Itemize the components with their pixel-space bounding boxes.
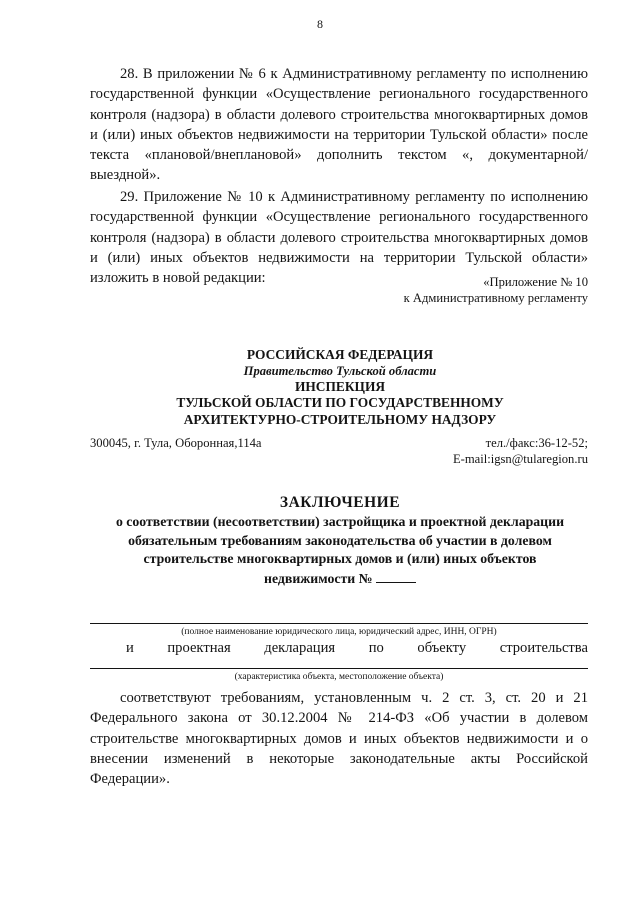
- object-line: [90, 668, 588, 669]
- address: 300045, г. Тула, Оборонная,114а: [90, 436, 262, 450]
- project-declaration-row: [90, 640, 588, 657]
- inspection-name-line-2: АРХИТЕКТУРНО-СТРОИТЕЛЬНОМУ НАДЗОРУ: [183, 411, 497, 427]
- conclusion-subtitle: [80, 513, 600, 588]
- appendix-line-2: к Административному регламенту: [403, 291, 588, 305]
- org-name-line: [90, 623, 588, 624]
- email: E-mail:igsn@tularegion.ru: [452, 452, 588, 466]
- subtitle-line-4: [80, 569, 600, 589]
- word-object: объекту: [417, 640, 467, 656]
- word-by: по: [368, 640, 384, 656]
- paragraph-28: 28. В приложении № 6 к Административному регламенту по исполнению государственной функции «Осуществление регионального государственного контроля (надзора) в области долевого строительства многоквартирных домов и (или) иных объектов недвижимости на территории Тульской области» после текста «плановой/внеплановой» дополнить текстом «, документарной/выездной».: [90, 66, 588, 184]
- subtitle-line-4-text: недвижимости №: [264, 570, 373, 586]
- appendix-line-1: «Приложение № 10: [483, 275, 588, 289]
- word-and: и: [126, 640, 134, 656]
- conclusion-title: ЗАКЛЮЧЕНИЕ: [279, 494, 401, 511]
- subtitle-line-1: о соответствии (несоответствии) застройщика и проектной декларации: [115, 514, 565, 529]
- inspection-name-line-1: ТУЛЬСКОЙ ОБЛАСТИ ПО ГОСУДАРСТВЕННОМУ: [176, 395, 504, 410]
- phone-fax: тел./факс:36-12-52;: [485, 436, 588, 450]
- paragraph-29: 29. Приложение № 10 к Административному регламенту по исполнению государственной функции «Осуществление регионального государственного контроля (надзора) в области долевого строительства многоквартирных домов и (или) иных объектов недвижимости на территории Тульской области» изложить в новой редакции:: [90, 189, 588, 287]
- org-name-caption: (полное наименование юридического лица, юридический адрес, ИНН, ОГРН): [181, 627, 497, 637]
- word-project: проектная: [167, 640, 231, 656]
- inspection-label: ИНСПЕКЦИЯ: [294, 378, 386, 394]
- page-number: 8: [317, 17, 323, 31]
- subtitle-line-3: строительстве многоквартирных домов и (или) иных объектов: [143, 551, 537, 566]
- country-name: РОССИЙСКАЯ ФЕДЕРАЦИЯ: [246, 347, 434, 362]
- organization-header: [0, 347, 640, 428]
- subtitle-line-2: обязательным требованиям законодательства об участии в долевом: [128, 532, 552, 548]
- appendix-reference: [404, 274, 588, 306]
- number-blank: [376, 569, 416, 583]
- word-declaration: декларация: [264, 640, 336, 656]
- object-caption: (характеристика объекта, местоположение объекта): [234, 672, 444, 682]
- government-name: Правительство Тульской области: [243, 363, 437, 378]
- word-construction: строительства: [499, 640, 588, 656]
- paragraph-final: соответствуют требованиям, установленным ч. 2 ст. 3, ст. 20 и 21 Федерального закона от 30.12.2004 № 214-ФЗ «Об участии в долевом строительстве многоквартирных домов и иных объектов недвижимости и о внесении изменений в некоторые законодательные акты Российской Федерации».: [90, 690, 588, 788]
